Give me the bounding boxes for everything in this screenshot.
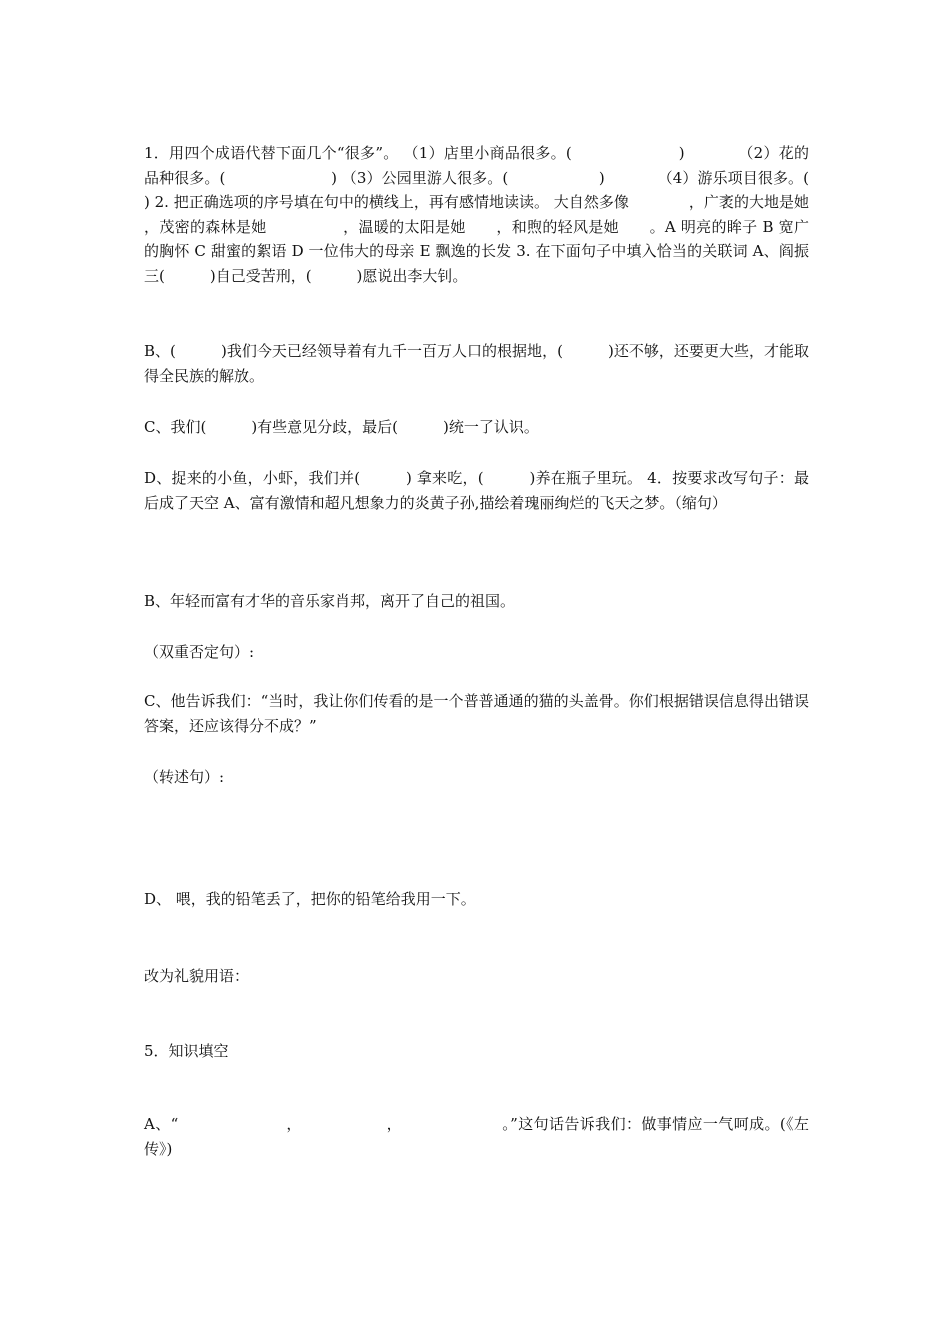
double-negative-label: （双重否定句）:: [144, 643, 255, 661]
question-5-heading: 5．知识填空: [144, 1042, 229, 1060]
question-4c-paragraph: C、他告诉我们：“当时，我让你们传看的是一个普普通通的猫的头盖骨。你们根据错误信息得出错误答案，还应该得分不成？”: [144, 692, 809, 735]
polite-language-label: 改为礼貌用语：: [144, 967, 250, 985]
question-3b-paragraph: B、( )我们今天已经领导着有九千一百万人口的根据地，( )还不够，还要更大些，才能取得全民族的解放。: [144, 342, 809, 385]
question-5a-paragraph: A、“ ， ， 。”这句话告诉我们：做事情应一气呵成。(《左传》): [144, 1115, 809, 1158]
question-3c-paragraph: C、我们( )有些意见分歧，最后( )统一了认识。: [144, 418, 539, 436]
question-3d-paragraph: D、捉来的小鱼，小虾，我们并( ) 拿来吃，( )养在瓶子里玩。 4．按要求改写句子：最后成了天空 A、富有激情和超凡想象力的炎黄子孙,描绘着瑰丽绚烂的飞天之梦。（缩句）: [144, 469, 809, 512]
question-4b-paragraph: B、年轻而富有才华的音乐家肖邦，离开了自己的祖国。: [144, 592, 516, 610]
question-1-paragraph: 1．用四个成语代替下面几个“很多”。 （1）店里小商品很多。( ) （2）花的品种很多。( ) （3）公园里游人很多。( ) （4）游乐项目很多。( ) 2. 把正确选项的序号填在句中的横线上，再有感情地读读。 大自然多像 ，广袤的大地是她 ，茂密的森林是她 ，温暖的太阳是她 ，和煦的轻风是她 。A 明亮的眸子 B 宽广的胸怀 C 甜蜜的絮语 D 一位伟大的母亲 E 飘逸的长发 3. 在下面句子中填入恰当的关联词 A、阎振三( )自己受苦刑，( )愿说出李大钊。: [144, 144, 900, 285]
indirect-speech-label: （转述句）:: [144, 768, 225, 786]
question-4d-paragraph: D、 喂，我的铅笔丢了，把你的铅笔给我用一下。: [144, 890, 476, 908]
